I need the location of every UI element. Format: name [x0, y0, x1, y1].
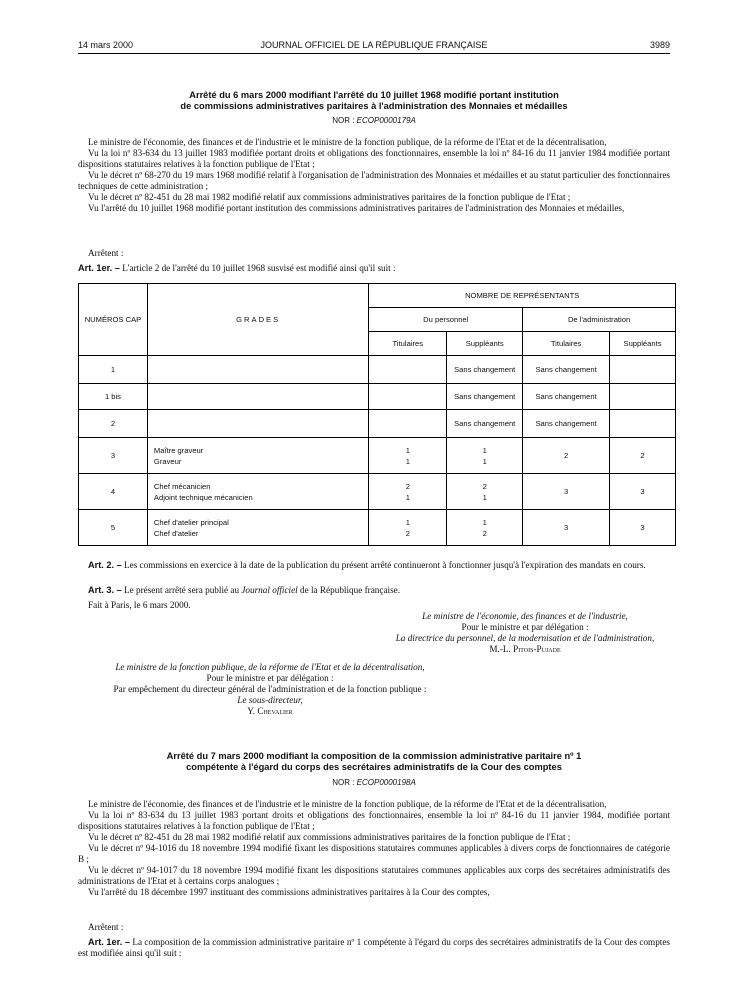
cell-titulaires-administration [523, 356, 610, 384]
header-journal-title: JOURNAL OFFICIEL DE LA RÉPUBLIQUE FRANÇAISE [260, 40, 488, 50]
arrete2-title [90, 751, 658, 773]
cell-numero: 3 [79, 438, 148, 474]
cell-suppleants-administration-line: 3 [640, 523, 645, 532]
cell-grade [147, 438, 368, 474]
cell-suppleants-personnel-line: 1 [482, 445, 487, 455]
cell-titulaires-personnel [369, 410, 447, 438]
cell-suppleants-administration-line: 3 [640, 487, 645, 496]
article-label: Art. 1er. – [88, 937, 130, 947]
nor-code: ECOP0000179A [356, 116, 416, 125]
cell-numero: 2 [79, 410, 148, 438]
signatory-name: Y. Chevalier [247, 706, 293, 716]
cell-grade [147, 510, 368, 546]
col-header-personnel: Du personnel [369, 308, 523, 332]
arrete2-title-line1: Arrêté du 7 mars 2000 modifiant la composition de la commission administrative paritaire nº 1 [166, 751, 582, 761]
arrete2-title-line2: compétente à l'égard du corps des secrétaires administratifs de la Cour des comptes [186, 762, 562, 772]
signature-block-2 [60, 662, 480, 717]
arrete2-article1 [78, 937, 670, 959]
visa: Vu la loi nº 83-634 du 13 juillet 1983 modifiée portant droits et obligations des fonctionnaires, ensemble la loi nº 84-16 du 11 janvier 1984 modifiée portant dispositions statutaires relatives à la fonction publique de l'Etat ; [78, 148, 670, 169]
nor-code: ECOP0000198A [356, 778, 416, 787]
visa: Vu le décret nº 94-1016 du 18 novembre 1994 modifié fixant les dispositions statutaires communes applicables à divers corps de fonctionnaires de catégorie B ; [78, 843, 670, 864]
cell-titulaires-administration-line: 2 [563, 451, 569, 460]
cell-titulaires-administration [523, 410, 610, 438]
cell-suppleants-personnel-line: 2 [482, 528, 487, 538]
cell-titulaires-administration [523, 438, 610, 474]
cell-numero: 1 bis [79, 384, 148, 410]
cell-grade [147, 384, 368, 410]
cell-grade [147, 410, 368, 438]
col-header-suppleants: Suppléants [610, 332, 676, 356]
visa: Vu l'arrêté du 10 juillet 1968 modifié portant institution des commissions administratives paritaires de l'administration des Monnaies et médailles, [88, 203, 625, 213]
cell-suppleants-administration [610, 438, 676, 474]
cell-grade [147, 474, 368, 510]
col-header-suppleants: Suppléants [447, 332, 523, 356]
arrete1-visas [78, 137, 670, 214]
delegation-line: Pour le ministre et par délégation : [461, 622, 589, 632]
table-row [79, 410, 676, 438]
cell-suppleants-personnel-line: Sans changement [454, 392, 516, 401]
signatory-title: Le ministre de l'économie, des finances et de l'industrie, [422, 611, 628, 621]
arrete1-article3 [88, 585, 670, 596]
cell-suppleants-personnel-line: 1 [482, 492, 487, 502]
cell-grade-line: Maître graveur [153, 445, 204, 455]
arrete1-nor [0, 115, 748, 126]
arrete1-fait: Fait à Paris, le 6 mars 2000. [88, 600, 191, 610]
cell-grade-line: Chef d'atelier [153, 528, 199, 538]
visa: Le ministre de l'économie, des finances et de l'industrie et le ministre de la fonction publique, de la réforme de l'Etat et de la décentralisation, [88, 137, 607, 147]
cell-suppleants-personnel [447, 356, 523, 384]
cell-numero: 5 [79, 510, 148, 546]
cell-titulaires-administration [523, 384, 610, 410]
cell-suppleants-personnel [447, 474, 523, 510]
cell-numero: 4 [79, 474, 148, 510]
cell-suppleants-administration [610, 474, 676, 510]
arrete1-title [90, 90, 658, 112]
journal-name: Journal officiel [241, 585, 298, 595]
nor-label: NOR : [332, 116, 355, 125]
cell-suppleants-personnel-line: Sans changement [454, 419, 516, 428]
cell-grade-line: Adjoint technique mécanicien [153, 492, 253, 502]
article-text: Les commissions en exercice à la date de la publication du présent arrêté continueront à fonctionner jusqu'à l'expiration des mandats en cours. [124, 560, 646, 570]
arrete1-article1 [78, 263, 670, 274]
cell-suppleants-administration [610, 510, 676, 546]
arrete1-arretent: Arrêtent : [88, 248, 124, 258]
cell-titulaires-personnel-line: 1 [405, 517, 410, 527]
cell-titulaires-personnel [369, 438, 447, 474]
cell-titulaires-administration-line: 3 [563, 523, 569, 532]
col-header-numeros: NUMÉROS CAP [79, 284, 148, 356]
col-header-grades: GRADES [147, 284, 368, 356]
header-rule [78, 53, 670, 54]
cell-grade-line: Chef mécanicien [153, 481, 211, 491]
article-text: La composition de la commission administrative paritaire nº 1 compétente à l'égard du corps des secrétaires administratifs de la Cour des comptes est modifiée ainsi qu'il suit : [78, 937, 670, 958]
cell-suppleants-personnel-line: 1 [482, 456, 487, 466]
table-body [79, 356, 676, 546]
cell-titulaires-personnel-line: 1 [405, 445, 410, 455]
arrete1-title-line2: de commissions administratives paritaires à l'administration des Monnaies et médailles [180, 101, 568, 111]
header-page-number: 3989 [649, 40, 670, 50]
cell-titulaires-personnel-line: 1 [405, 492, 410, 502]
visa: Vu l'arrêté du 18 décembre 1997 instituant des commissions administratives paritaires à la Cour des comptes, [88, 887, 490, 897]
cell-suppleants-personnel [447, 438, 523, 474]
visa: Vu le décret nº 68-270 du 19 mars 1968 modifié relatif à l'organisation de l'administration des Monnaies et médailles et au statut particulier des fonctionnaires techniques de cette administration ; [78, 170, 670, 191]
cell-grade-line: Chef d'atelier principal [153, 517, 229, 527]
article-text: L'article 2 de l'arrêté du 10 juillet 1968 susvisé est modifié ainsi qu'il suit : [122, 263, 396, 273]
cell-titulaires-administration-line: Sans changement [535, 419, 597, 428]
cell-titulaires-personnel [369, 356, 447, 384]
cell-suppleants-personnel [447, 410, 523, 438]
cell-suppleants-administration [610, 356, 676, 384]
col-header-titulaires: Titulaires [369, 332, 447, 356]
article-label: Art. 2. – [88, 560, 122, 570]
cell-suppleants-administration [610, 384, 676, 410]
cell-suppleants-personnel-line: 2 [482, 481, 487, 491]
delegation-line: Par empêchement du directeur général de l'administration et de la fonction publique : [113, 684, 427, 694]
arrete1-article2 [78, 560, 670, 571]
signatory-name: M.-L. Pitois-Pujade [489, 644, 561, 654]
cell-titulaires-administration [523, 510, 610, 546]
cell-numero: 1 [79, 356, 148, 384]
table-row [79, 356, 676, 384]
cell-suppleants-administration-line: 2 [640, 451, 645, 460]
signatory-title: La directrice du personnel, de la modernisation et de l'administration, [395, 633, 655, 643]
table-row [79, 438, 676, 474]
col-header-nombre: NOMBRE DE REPRÉSENTANTS [369, 284, 676, 308]
cell-titulaires-personnel [369, 474, 447, 510]
visa: Vu le décret nº 94-1017 du 18 novembre 1994 modifié fixant les dispositions statutaires communes applicables aux corps des secrétaires administratifs des administrations de l'Etat et à certains corps analogues ; [78, 865, 670, 886]
article-text: Le présent arrêté sera publié au [124, 585, 242, 595]
cell-titulaires-administration-line: 3 [563, 487, 569, 496]
article-text: de la République française. [297, 585, 401, 595]
cell-titulaires-personnel [369, 384, 447, 410]
col-header-administration: De l'administration [523, 308, 676, 332]
arrete2-nor [0, 777, 748, 788]
signatory-title: Le ministre de la fonction publique, de la réforme de l'Etat et de la décentralisation, [115, 662, 425, 672]
arrete2-arretent: Arrêtent : [88, 922, 124, 932]
visa: Vu le décret nº 82-451 du 28 mai 1982 modifié relatif aux commissions administratives paritaires de la fonction publique de l'Etat ; [88, 192, 571, 202]
cell-titulaires-administration [523, 474, 610, 510]
cell-suppleants-personnel-line: Sans changement [454, 365, 516, 374]
col-header-titulaires: Titulaires [523, 332, 610, 356]
signatory-title: Le sous-directeur, [237, 695, 303, 705]
cell-titulaires-personnel-line: 2 [405, 481, 410, 491]
table-row [79, 384, 676, 410]
cell-titulaires-personnel [369, 510, 447, 546]
header-date: 14 mars 2000 [78, 40, 134, 50]
arrete2-visas [78, 799, 670, 898]
representatives-table [78, 283, 676, 546]
nor-label: NOR : [332, 778, 355, 787]
cell-titulaires-personnel-line: 2 [405, 528, 410, 538]
cell-grade-line: Graveur [153, 456, 182, 466]
cell-grade [147, 356, 368, 384]
cell-titulaires-administration-line: Sans changement [535, 392, 597, 401]
delegation-line: Pour le ministre et par délégation : [206, 673, 334, 683]
visa: Vu la loi nº 83-634 du 13 juillet 1983 portant droits et obligations des fonctionnaires, ensemble la loi nº 84-16 du 11 janvier 1984, modifiée portant dispositions statutaires relatives à la fonction publique de l'Etat ; [78, 810, 670, 831]
table-row [79, 510, 676, 546]
article-label: Art. 1er. – [78, 263, 120, 273]
cell-titulaires-personnel-line: 1 [405, 456, 410, 466]
visa: Le ministre de l'économie, des finances et de l'industrie et le ministre de la fonction publique, de la réforme de l'Etat et de la décentralisation, [88, 799, 607, 809]
cell-suppleants-personnel [447, 384, 523, 410]
table-row [79, 474, 676, 510]
cell-suppleants-personnel-line: 1 [482, 517, 487, 527]
arrete1-title-line1: Arrêté du 6 mars 2000 modifiant l'arrêté du 10 juillet 1968 modifié portant institution [189, 90, 559, 100]
visa: Vu le décret nº 82-451 du 28 mai 1982 modifié relatif aux commissions administratives paritaires de la fonction publique de l'Etat ; [88, 832, 571, 842]
cell-suppleants-administration [610, 410, 676, 438]
page-header [78, 40, 670, 52]
cell-suppleants-personnel [447, 510, 523, 546]
signature-block-1 [360, 611, 690, 655]
cell-titulaires-administration-line: Sans changement [535, 365, 597, 374]
article-label: Art. 3. – [88, 585, 122, 595]
